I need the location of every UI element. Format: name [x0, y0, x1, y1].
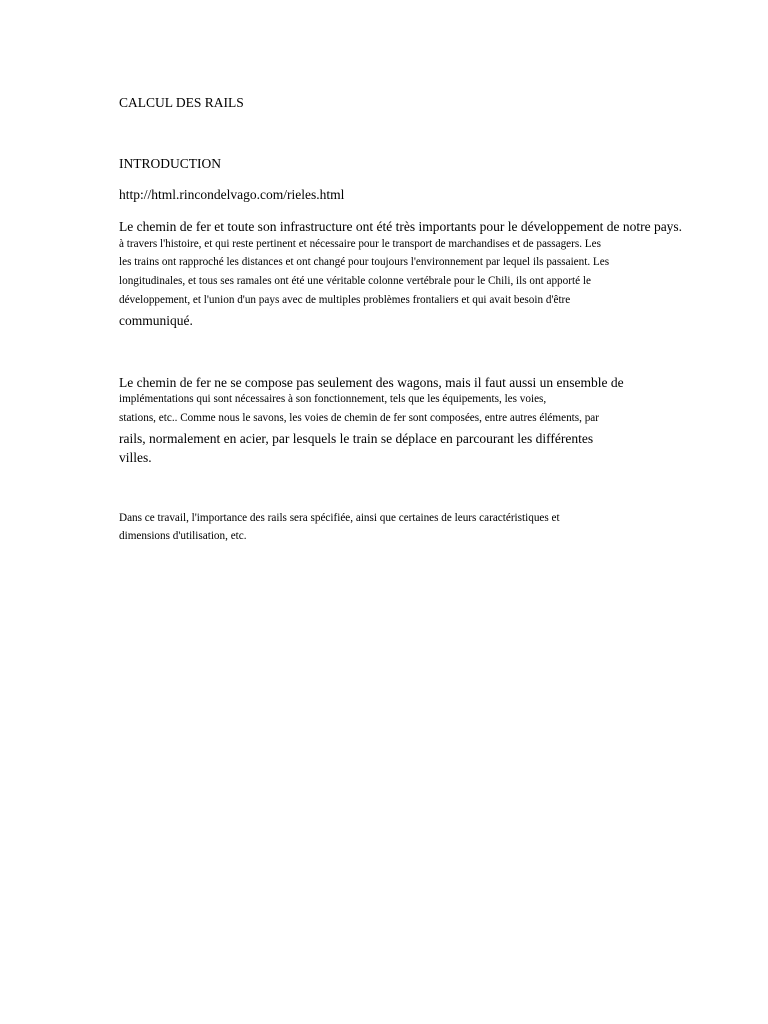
source-url: http://html.rincondelvago.com/rieles.html	[119, 187, 345, 202]
paragraph-line: longitudinales, et tous ses ramales ont été une véritable colonne vertébrale pour le Chili, ils ont apporté le	[119, 275, 591, 287]
document-title: CALCUL DES RAILS	[119, 95, 244, 110]
paragraph-line: implémentations qui sont nécessaires à son fonctionnement, tels que les équipements, les voies,	[119, 393, 547, 405]
paragraph-line: stations, etc.. Comme nous le savons, les voies de chemin de fer sont composées, entre autres éléments, par	[119, 412, 600, 424]
paragraph-line: Dans ce travail, l'importance des rails sera spécifiée, ainsi que certaines de leurs caractéristiques et	[119, 512, 560, 524]
paragraph-line: développement, et l'union d'un pays avec de multiples problèmes frontaliers et qui avait besoin d'être	[119, 294, 571, 306]
paragraph-line: communiqué.	[119, 313, 193, 328]
paragraph-line: villes.	[119, 450, 152, 465]
paragraph-line: les trains ont rapproché les distances et ont changé pour toujours l'environnement par lequel ils passaient. Les	[119, 256, 610, 268]
paragraph-line: à travers l'histoire, et qui reste pertinent et nécessaire pour le transport de marchandises et de passagers. Les	[119, 238, 601, 250]
paragraph-line: rails, normalement en acier, par lesquels le train se déplace en parcourant les différentes	[119, 431, 594, 446]
paragraph-line: Le chemin de fer et toute son infrastructure ont été très importants pour le développement de notre pays.	[119, 219, 683, 234]
section-heading: INTRODUCTION	[119, 156, 221, 171]
paragraph-line: dimensions d'utilisation, etc.	[119, 530, 247, 542]
paragraph-line: Le chemin de fer ne se compose pas seulement des wagons, mais il faut aussi un ensemble de	[119, 375, 624, 390]
